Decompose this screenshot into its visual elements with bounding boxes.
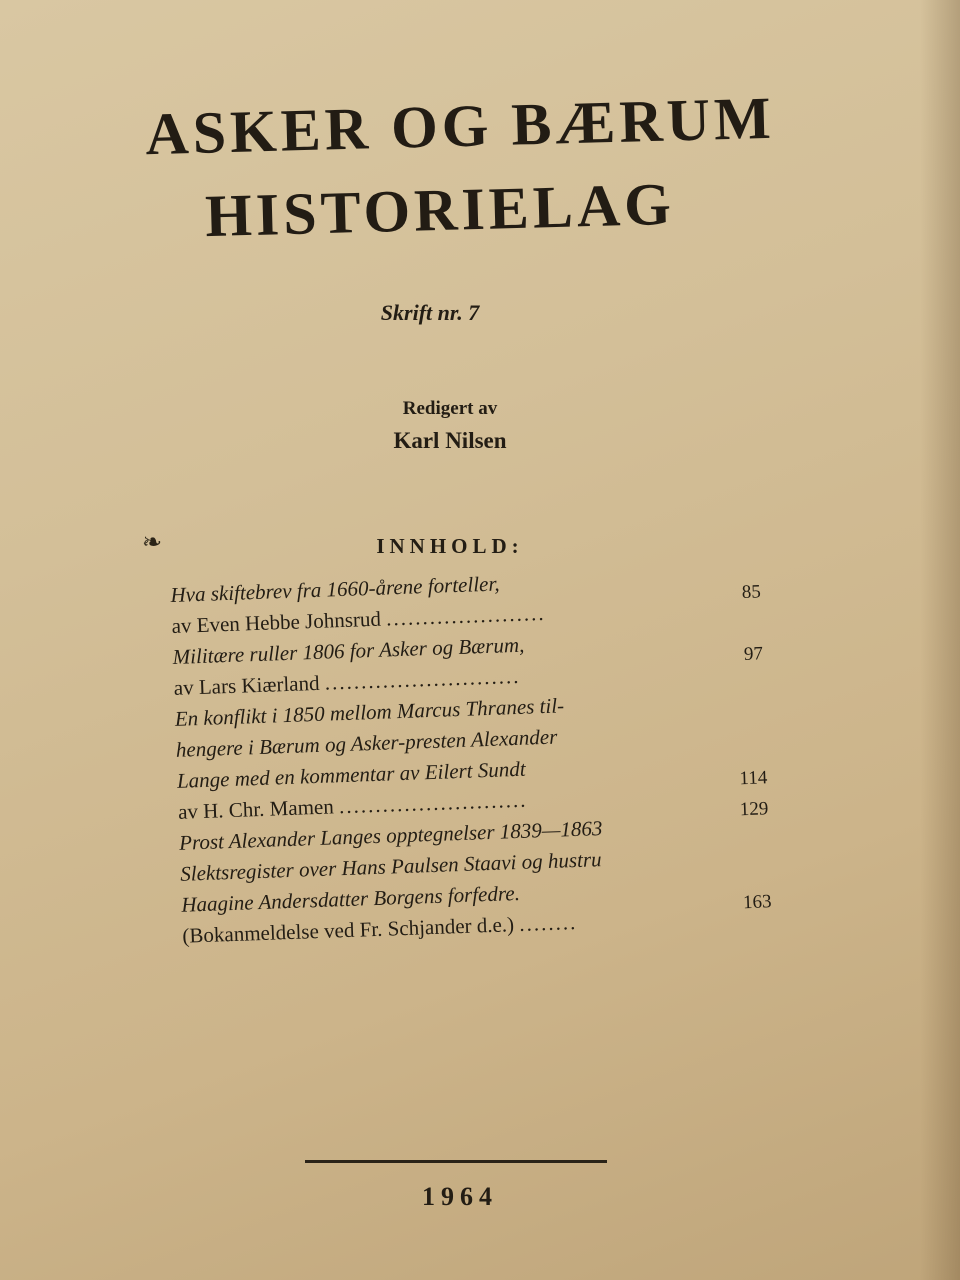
toc-leader-dots: ...................... [385, 600, 546, 631]
publication-year: 1964 [422, 1182, 498, 1211]
title-line-1: ASKER OG BÆRUM [144, 84, 776, 168]
toc-text: Haagine Andersdatter Borgens forfedre. [180, 880, 521, 917]
toc-text: av Lars Kiærland [173, 670, 320, 700]
ink-mark-icon: ❧ [142, 530, 163, 556]
toc-text: Slektsregister over Hans Paulsen Staavi og hustru [179, 847, 602, 886]
toc-text: av H. Chr. Mamen [177, 794, 335, 824]
toc-page-number: 129 [739, 798, 769, 821]
toc-text: Hva skiftebrev fra 1660-årene forteller, [170, 571, 500, 607]
horizontal-rule [305, 1160, 607, 1163]
toc-text: hengere i Bærum og Asker-presten Alexander [175, 724, 558, 762]
page-edge-shadow [920, 0, 960, 1280]
toc-leader-dots: ........ [518, 910, 578, 937]
title-line-2: HISTORIELAG [204, 170, 676, 250]
toc-page-number: 163 [742, 891, 772, 914]
edited-by-label: Redigert av [402, 398, 498, 419]
toc-leader-dots: ........................... [324, 663, 521, 695]
toc-text: Prost Alexander Langes opptegnelser 1839—1863 [178, 816, 603, 855]
toc-page-number: 114 [739, 767, 768, 790]
series-subtitle: Skrift nr. 7 [380, 300, 480, 325]
editor-name: Karl Nilsen [393, 428, 507, 453]
toc-page-number: 85 [741, 581, 762, 604]
toc-text: En konflikt i 1850 mellom Marcus Thranes til- [174, 693, 565, 731]
toc-text: (Bokanmeldelse ved Fr. Schjander d.e.) [182, 912, 515, 948]
toc-text: Lange med en kommentar av Eilert Sundt [176, 756, 527, 793]
toc-text: Militære ruller 1806 for Asker og Bærum, [172, 632, 525, 669]
table-of-contents [170, 559, 773, 951]
toc-leader-dots: .......................... [338, 787, 528, 819]
contents-heading: INNHOLD: [376, 534, 524, 558]
toc-text: av Even Hebbe Johnsrud [171, 606, 382, 638]
toc-page-number: 97 [743, 643, 764, 666]
